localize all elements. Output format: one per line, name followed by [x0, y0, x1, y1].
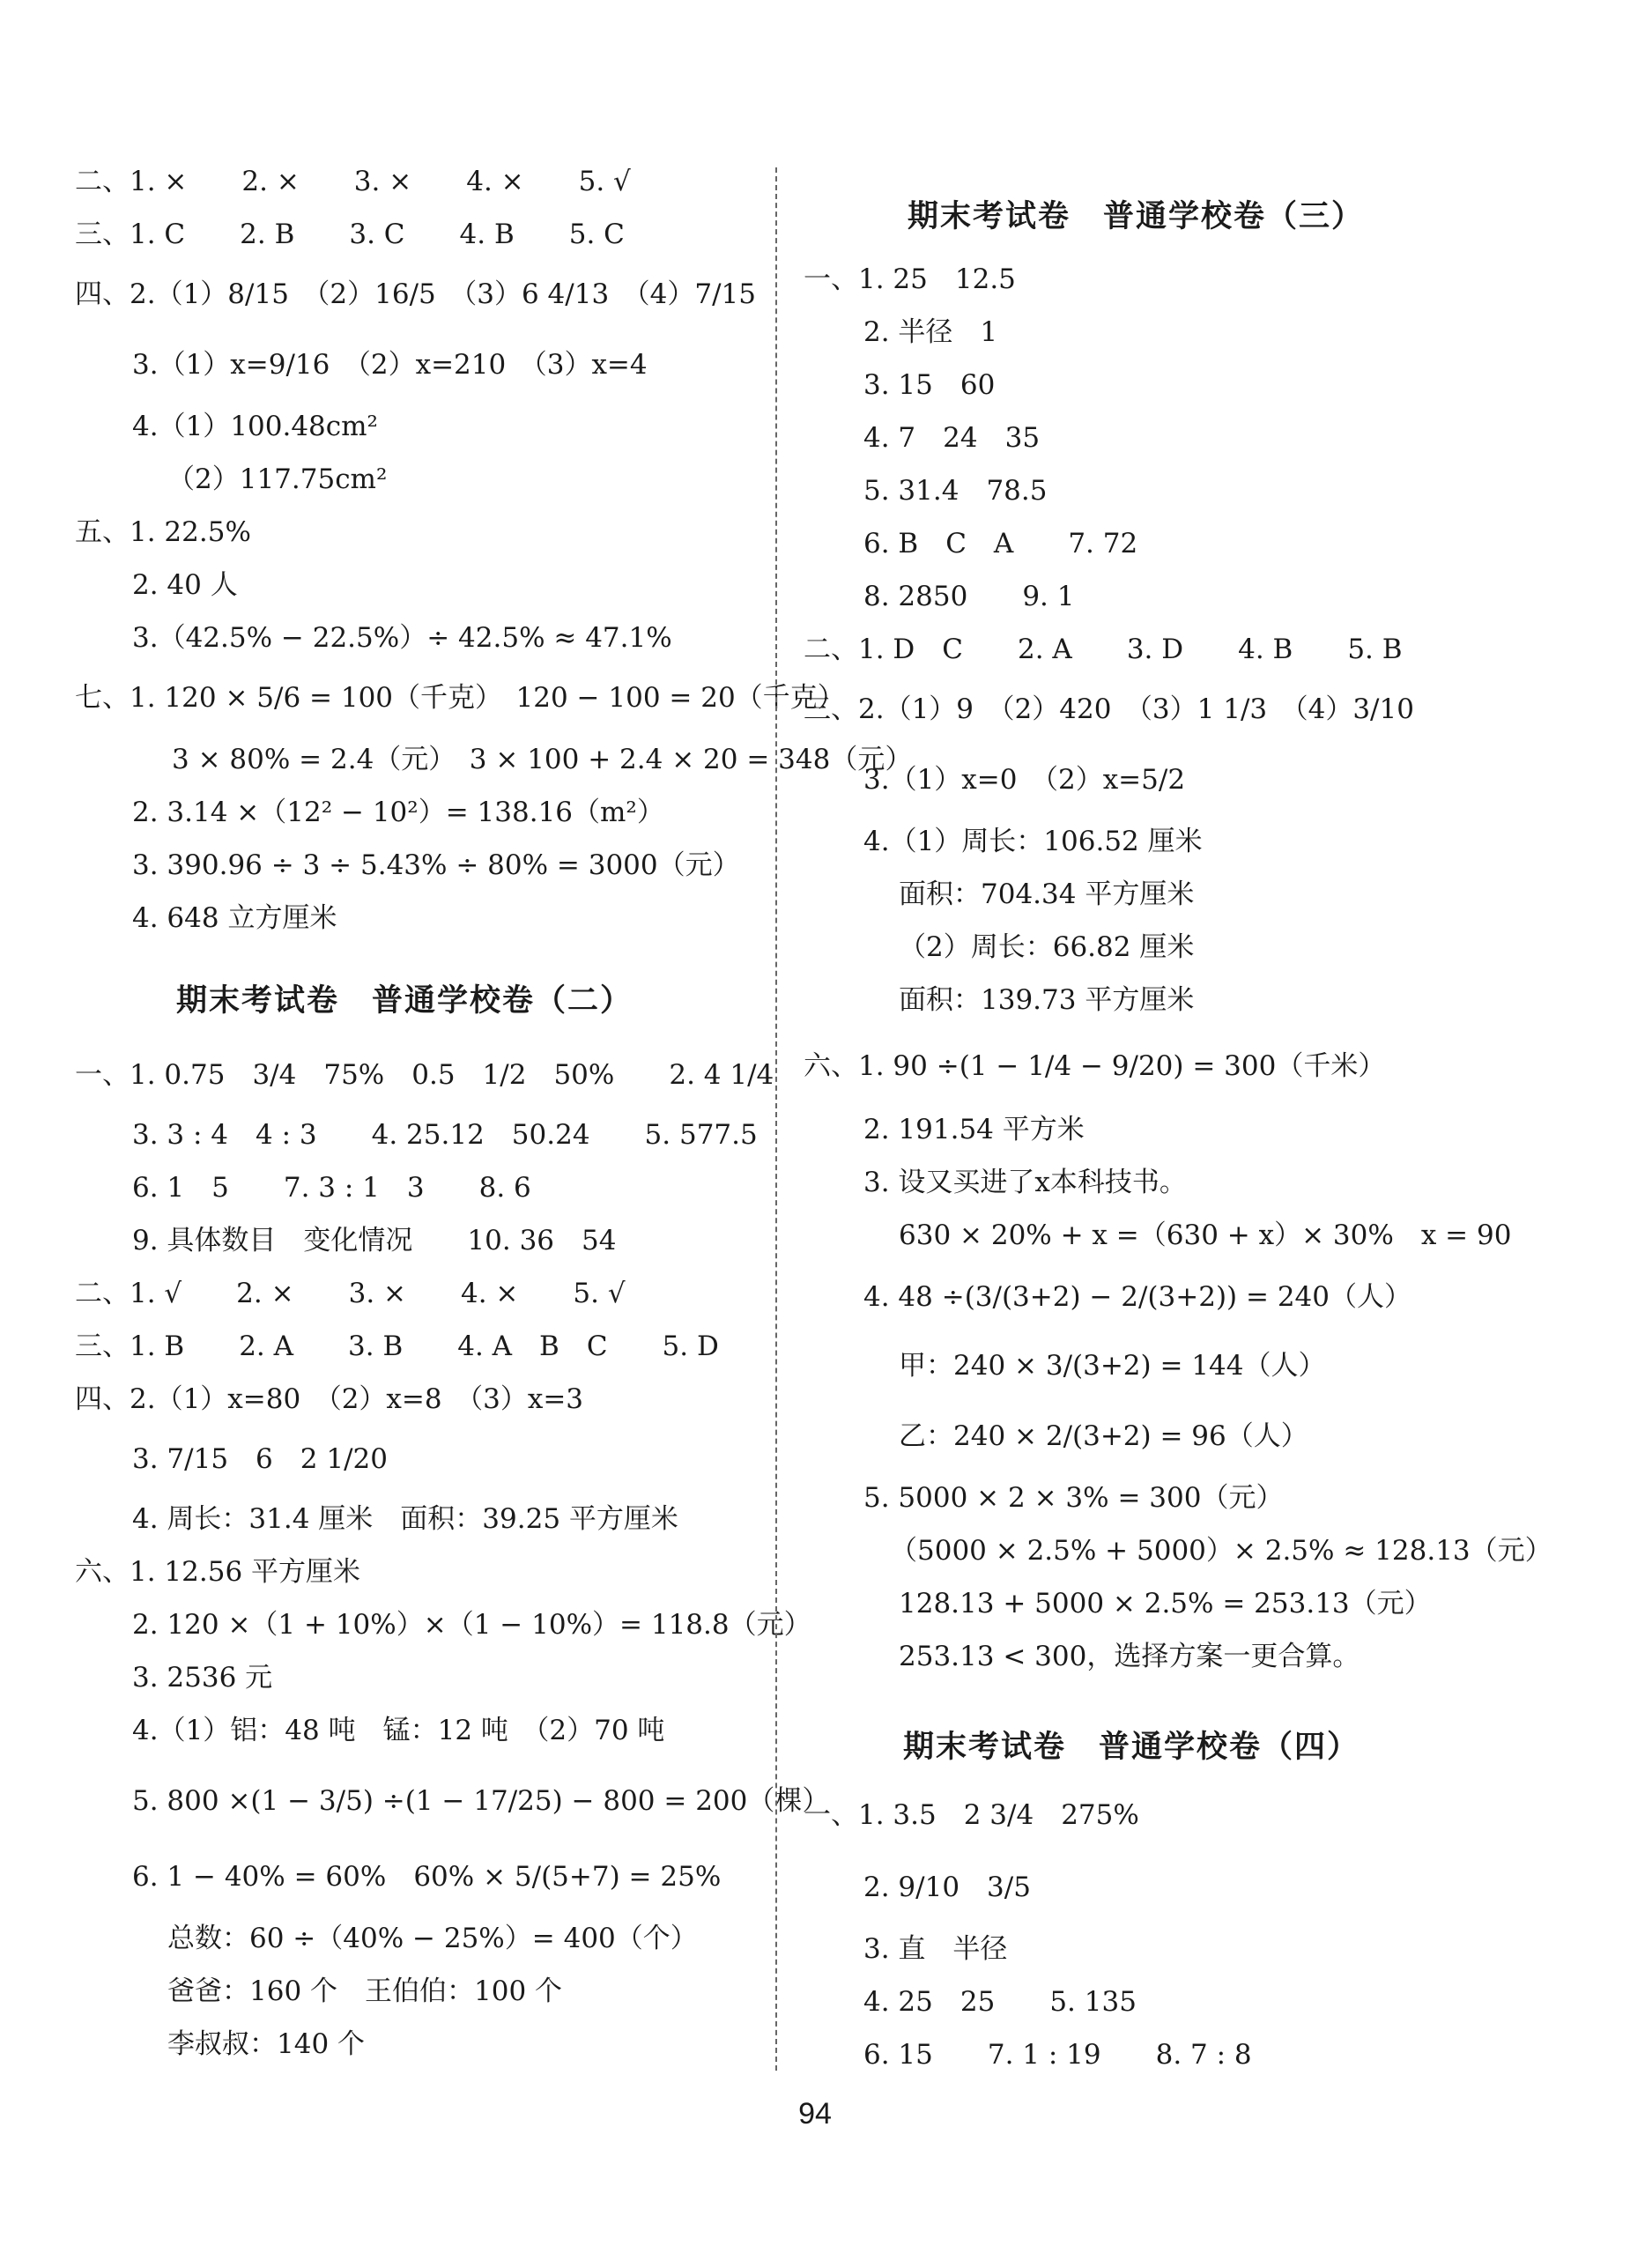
- answer-line: 二、1. D C 2. A 3. D 4. B 5. B: [804, 634, 1403, 665]
- answer-line: 七、1. 120 × 5/6 = 100（千克） 120 − 100 = 20（千克）: [75, 682, 845, 714]
- answer-line: 5. 5000 × 2 × 3% = 300（元）: [863, 1482, 1284, 1514]
- answer-line: 4. 7 24 35: [863, 422, 1041, 454]
- answer-line: 3 × 80% = 2.4（元） 3 × 100 + 2.4 × 20 = 348（元）: [172, 744, 913, 775]
- answer-line: 3. 直 半径: [863, 1933, 1008, 1965]
- answer-line: 253.13 < 300，选择方案一更合算。: [899, 1641, 1360, 1672]
- answer-line: 2. 40 人: [132, 569, 238, 601]
- column-divider: [775, 167, 777, 2071]
- section-heading: 期末考试卷 普通学校卷（二）: [176, 983, 633, 1019]
- answer-line: 六、1. 12.56 平方厘米: [75, 1556, 361, 1588]
- answer-line: （2）117.75cm²: [167, 463, 388, 495]
- answer-line: （5000 × 2.5% + 5000）× 2.5% ≈ 128.13（元）: [890, 1535, 1552, 1567]
- answer-line: 3. 2536 元: [132, 1662, 273, 1694]
- answer-line: 三、1. C 2. B 3. C 4. B 5. C: [75, 219, 625, 250]
- answer-line: 5. 800 ×(1 − 3/5) ÷(1 − 17/25) − 800 = 200（棵）: [132, 1785, 830, 1817]
- answer-line: 6. 1 − 40% = 60% 60% × 5/(5+7) = 25%: [132, 1861, 722, 1893]
- answer-line: 2. 120 ×（1 + 10%）×（1 − 10%）= 118.8（元）: [132, 1609, 811, 1641]
- answer-line: 6. B C A 7. 72: [863, 528, 1138, 560]
- answer-line: 8. 2850 9. 1: [863, 581, 1075, 612]
- section-heading: 期末考试卷 普通学校卷（四）: [903, 1730, 1360, 1765]
- answer-line: 面积：704.34 平方厘米: [899, 878, 1195, 910]
- answer-line: 4. 25 25 5. 135: [863, 1986, 1137, 2018]
- answer-line: 2. 半径 1: [863, 316, 998, 348]
- answer-line: 爸爸：160 个 王伯伯：100 个: [167, 1975, 563, 2007]
- answer-line: 四、2.（1）x=80 （2）x=8 （3）x=3: [75, 1383, 584, 1415]
- answer-line: 二、1. √ 2. × 3. × 4. × 5. √: [75, 1278, 626, 1309]
- answer-line: 6. 15 7. 1 : 19 8. 7 : 8: [863, 2039, 1252, 2071]
- answer-line: 630 × 20% + x =（630 + x）× 30% x = 90: [899, 1219, 1512, 1251]
- answer-line: 面积：139.73 平方厘米: [899, 984, 1195, 1016]
- answer-line: 一、1. 25 12.5: [804, 263, 1016, 295]
- answer-line: 二、1. × 2. × 3. × 4. × 5. √: [75, 166, 631, 197]
- answer-line: 2. 3.14 ×（12² − 10²）= 138.16（m²）: [132, 797, 664, 828]
- answer-line: 4.（1）铝：48 吨 锰：12 吨 （2）70 吨: [132, 1715, 665, 1746]
- answer-line: 4.（1）周长：106.52 厘米: [863, 826, 1203, 857]
- answer-line: 三、2.（1）9 （2）420 （3）1 1/3 （4）3/10: [804, 693, 1414, 725]
- answer-line: 3.（1）x=0 （2）x=5/2: [863, 764, 1186, 796]
- answer-line: （2）周长：66.82 厘米: [899, 931, 1195, 963]
- answer-line: 128.13 + 5000 × 2.5% = 253.13（元）: [899, 1588, 1432, 1619]
- answer-line: 五、1. 22.5%: [75, 516, 251, 548]
- answer-line: 一、1. 3.5 2 3/4 275%: [804, 1799, 1139, 1831]
- answer-line: 六、1. 90 ÷(1 − 1/4 − 9/20) = 300（千米）: [804, 1050, 1386, 1082]
- answer-line: 2. 9/10 3/5: [863, 1871, 1031, 1903]
- answer-line: 3. 390.96 ÷ 3 ÷ 5.43% ÷ 80% = 3000（元）: [132, 849, 740, 881]
- answer-line: 3. 7/15 6 2 1/20: [132, 1443, 388, 1475]
- section-heading: 期末考试卷 普通学校卷（三）: [908, 199, 1365, 234]
- answer-line: 四、2.（1）8/15 （2）16/5 （3）6 4/13 （4）7/15: [75, 278, 757, 310]
- answer-line: 3. 3 : 4 4 : 3 4. 25.12 50.24 5. 577.5: [132, 1119, 758, 1151]
- answer-line: 4. 48 ÷(3/(3+2) − 2/(3+2)) = 240（人）: [863, 1281, 1411, 1313]
- answer-line: 3. 设又买进了x本科技书。: [863, 1167, 1187, 1198]
- answer-line: 总数：60 ÷（40% − 25%）= 400（个）: [167, 1923, 698, 1954]
- answer-line: 甲：240 × 3/(3+2) = 144（人）: [899, 1350, 1326, 1382]
- answer-line: 2. 191.54 平方米: [863, 1114, 1085, 1145]
- answer-line: 4. 648 立方厘米: [132, 902, 337, 934]
- answer-line: 三、1. B 2. A 3. B 4. A B C 5. D: [75, 1330, 719, 1362]
- page-number: 94: [798, 2097, 832, 2131]
- answer-line: 9. 具体数目 变化情况 10. 36 54: [132, 1225, 617, 1256]
- answer-line: 3.（42.5% − 22.5%）÷ 42.5% ≈ 47.1%: [132, 622, 672, 654]
- answer-line: 4. 周长：31.4 厘米 面积：39.25 平方厘米: [132, 1503, 678, 1535]
- answer-line: 乙：240 × 2/(3+2) = 96（人）: [899, 1420, 1308, 1452]
- answer-line: 5. 31.4 78.5: [863, 475, 1048, 507]
- answer-line: 一、1. 0.75 3/4 75% 0.5 1/2 50% 2. 4 1/4: [75, 1059, 774, 1091]
- answer-line: 李叔叔：140 个: [167, 2028, 366, 2060]
- answer-line: 3.（1）x=9/16 （2）x=210 （3）x=4: [132, 349, 648, 381]
- answer-line: 4.（1）100.48cm²: [132, 411, 378, 442]
- answer-line: 3. 15 60: [863, 369, 996, 401]
- answer-line: 6. 1 5 7. 3 : 1 3 8. 6: [132, 1172, 531, 1204]
